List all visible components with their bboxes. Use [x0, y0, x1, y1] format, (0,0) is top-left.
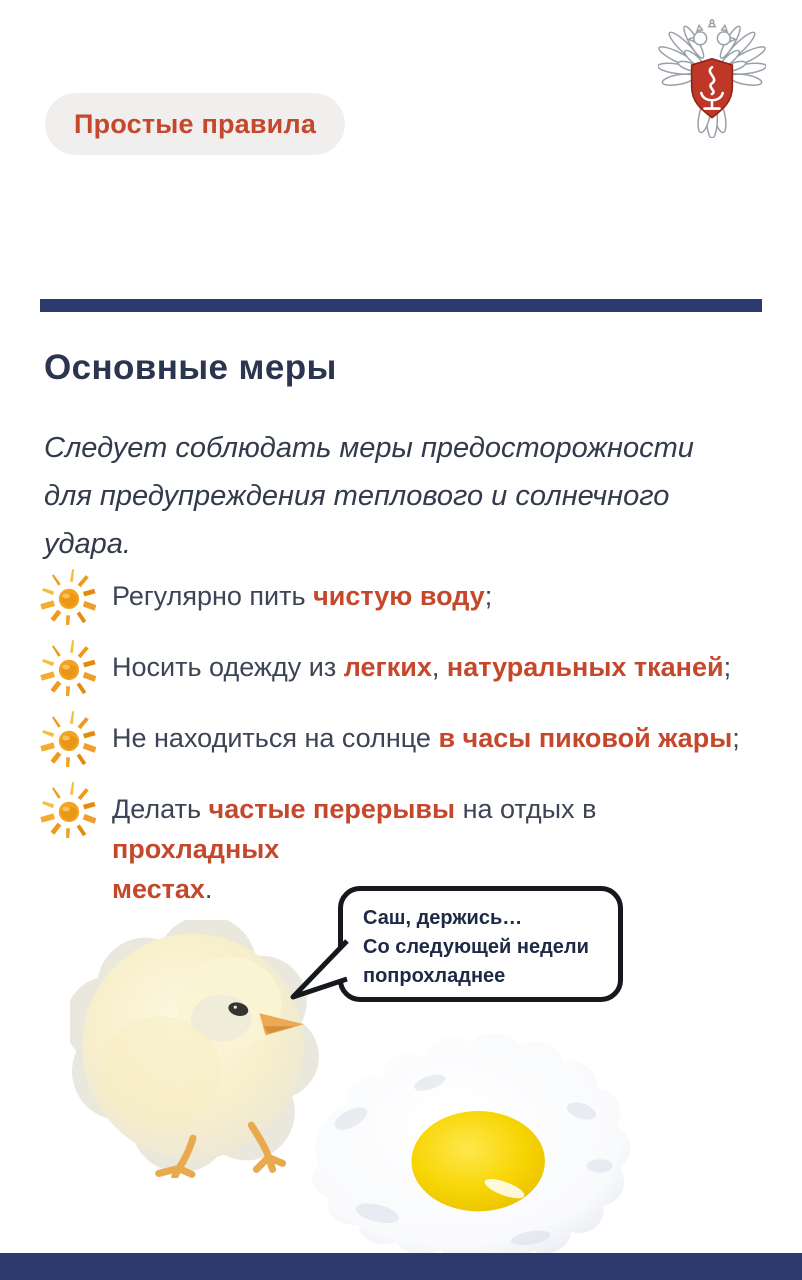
list-item: [40, 567, 770, 625]
topic-badge: [45, 93, 345, 155]
highlighted-text: в часы пиковой жары: [438, 723, 733, 753]
sun-icon: [40, 567, 98, 625]
highlighted-text: местах: [112, 874, 205, 904]
plain-text: Носить одежду из: [112, 652, 344, 682]
ministry-emblem-icon: [658, 18, 766, 138]
highlighted-text: чистую воду: [313, 581, 485, 611]
sun-icon: [40, 780, 98, 838]
intro-paragraph: [44, 424, 694, 568]
measures-list: [40, 567, 770, 922]
list-item: [40, 709, 770, 767]
plain-text: Делать: [112, 794, 209, 824]
bullet-text: [112, 638, 764, 687]
highlighted-text: прохладных: [112, 834, 280, 864]
egg-yolk: [411, 1111, 544, 1211]
speech-bubble-tail: [289, 939, 351, 1001]
sun-icon: [40, 709, 98, 767]
speech-line: Со следующей недели: [363, 936, 589, 958]
plain-text: Регулярно пить: [112, 581, 314, 611]
plain-text: на отдых в: [455, 794, 597, 824]
plain-text: ;: [484, 581, 493, 611]
sun-icon: [40, 638, 98, 696]
highlighted-text: частые перерывы: [208, 794, 456, 824]
plain-text: ;: [723, 652, 732, 682]
plain-text: Не находиться на солнце: [112, 723, 439, 753]
list-item: [40, 638, 770, 696]
bullet-text: [112, 567, 764, 616]
highlighted-text: легких: [343, 652, 432, 682]
plain-text: .: [204, 874, 213, 904]
intro-line: Следует соблюдать меры предосторожности: [44, 432, 694, 464]
topic-badge-label: Простые правила: [74, 108, 317, 139]
speech-line: попрохладнее: [363, 965, 506, 987]
plain-text: ;: [732, 723, 740, 753]
intro-line: для предупреждения теплового и солнечного: [44, 480, 670, 512]
intro-line: удара.: [44, 528, 131, 560]
plain-text: ,: [431, 652, 447, 682]
divider-bar: [40, 299, 762, 312]
speech-line: Саш, держись…: [363, 907, 523, 929]
section-title: Основные меры: [44, 348, 337, 387]
footer-bar: [0, 1253, 802, 1280]
fried-egg-photo: [278, 1024, 642, 1270]
highlighted-text: натуральных тканей: [446, 652, 724, 682]
bullet-text: [112, 709, 764, 758]
speech-bubble: [338, 886, 623, 1002]
